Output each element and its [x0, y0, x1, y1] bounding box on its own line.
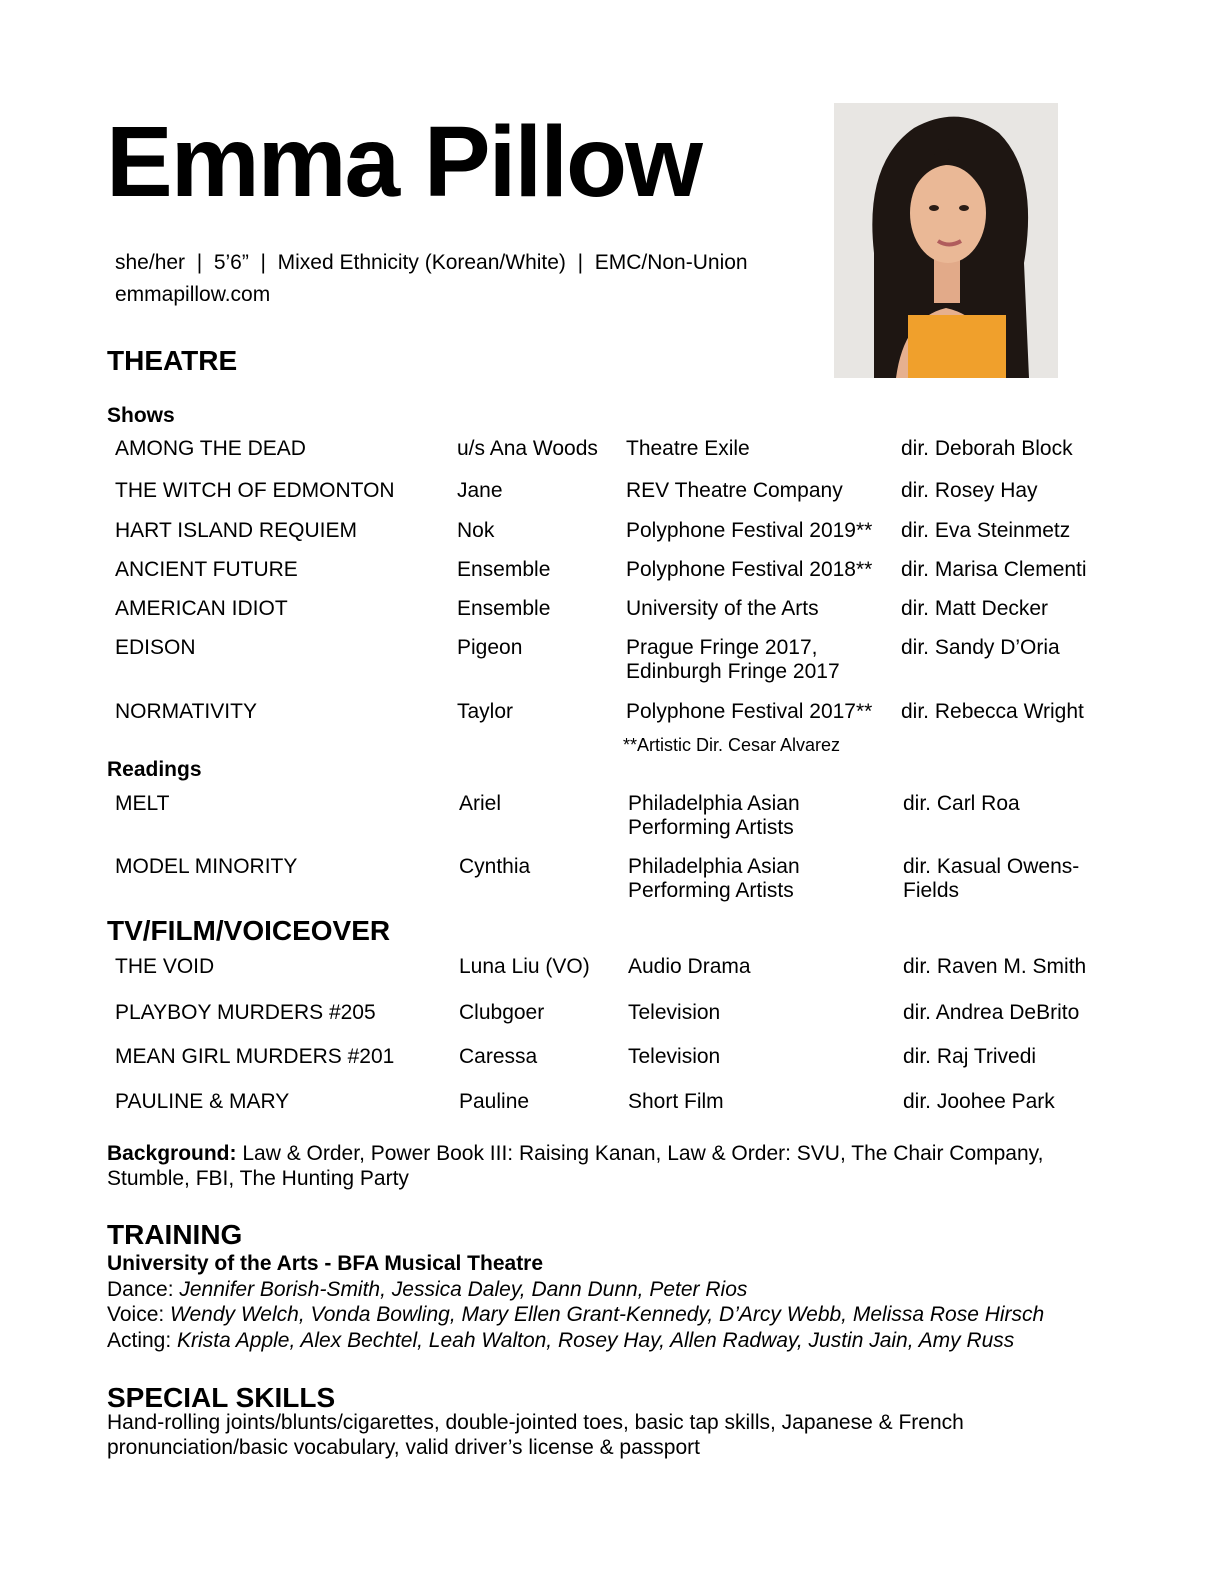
credit-venue: Theatre Exile [626, 437, 750, 460]
credit-role: Cynthia [459, 855, 531, 878]
credit-venue: University of the Arts [626, 597, 819, 620]
skills-text: Hand-rolling joints/blunts/cigarettes, double-jointed toes, basic tap skills, Japanese & French pronunciation/basic vocabulary, valid driver’s license & passport [107, 1411, 964, 1459]
training-details [107, 1251, 1107, 1353]
credit-director: dir. Matt Decker [901, 597, 1049, 620]
credit-venue: Polyphone Festival 2018** [626, 558, 873, 581]
credit-venue: Television [628, 1001, 721, 1024]
theatre-heading: THEATRE [107, 345, 238, 376]
credit-venue: Philadelphia Asian Performing Artists [628, 792, 800, 839]
credit-title: HART ISLAND REQUIEM [115, 519, 357, 542]
credit-title: AMONG THE DEAD [115, 437, 306, 460]
credit-title: PAULINE & MARY [115, 1090, 290, 1113]
credit-title: AMERICAN IDIOT [115, 597, 288, 620]
credit-director: dir. Eva Steinmetz [901, 519, 1071, 542]
credit-title: MEAN GIRL MURDERS #201 [115, 1045, 395, 1068]
credit-role: Pigeon [457, 636, 523, 659]
credit-director: dir. Raj Trivedi [903, 1045, 1037, 1068]
training-voice: Voice: Wendy Welch, Vonda Bowling, Mary Ellen Grant-Kennedy, D’Arcy Webb, Melissa Rose Hirsch [107, 1303, 1045, 1326]
credit-role: Taylor [457, 700, 514, 723]
credit-venue: Prague Fringe 2017, Edinburgh Fringe 2017 [626, 636, 840, 683]
skills-heading: SPECIAL SKILLS [107, 1382, 336, 1413]
credit-role: Clubgoer [459, 1001, 545, 1024]
training-heading: TRAINING [107, 1219, 243, 1250]
footnote: **Artistic Dir. Cesar Alvarez [623, 735, 841, 755]
training-dance: Dance: Jennifer Borish-Smith, Jessica Daley, Dann Dunn, Peter Rios [107, 1277, 748, 1301]
credit-role: Ariel [459, 792, 502, 815]
credit-title: NORMATIVITY [115, 700, 257, 723]
background-text: Law & Order, Power Book III: Raising Kanan, Law & Order: SVU, The Chair Company, Stumble, FBI, The Hunting Party [107, 1142, 1044, 1190]
credit-role: u/s Ana Woods [457, 437, 598, 460]
actor-details [115, 247, 748, 311]
credit-title: EDISON [115, 636, 196, 659]
credit-venue: Short Film [628, 1090, 724, 1113]
credit-venue: Audio Drama [628, 955, 751, 978]
credit-director: dir. Marisa Clementi [901, 558, 1087, 581]
credit-director: dir. Sandy D’Oria [901, 636, 1060, 659]
credit-title: MODEL MINORITY [115, 855, 298, 878]
shows-label: Shows [107, 404, 175, 427]
credit-role: Jane [457, 479, 503, 502]
credit-venue: REV Theatre Company [626, 479, 843, 502]
website-link[interactable]: emmapillow.com [115, 283, 271, 306]
credit-title: PLAYBOY MURDERS #205 [115, 1001, 376, 1024]
credit-director: dir. Raven M. Smith [903, 955, 1087, 978]
credit-venue: Philadelphia Asian Performing Artists [628, 855, 800, 902]
readings-label: Readings [107, 758, 202, 781]
credit-venue: Polyphone Festival 2017** [626, 700, 873, 723]
tvfilm-heading: TV/FILM/VOICEOVER [107, 915, 391, 946]
credit-role: Ensemble [457, 558, 551, 581]
details-line: she/her | 5’6” | Mixed Ethnicity (Korean/White) | EMC/Non-Union [115, 251, 748, 274]
credit-role: Nok [457, 519, 495, 542]
headshot-image [834, 103, 1058, 378]
credit-title: MELT [115, 792, 170, 815]
credit-title: THE VOID [115, 955, 215, 978]
credit-role: Luna Liu (VO) [459, 955, 590, 978]
credit-director: dir. Rebecca Wright [901, 700, 1084, 723]
credit-role: Caressa [459, 1045, 538, 1068]
credit-role: Ensemble [457, 597, 551, 620]
training-school: University of the Arts - BFA Musical Theatre [107, 1252, 544, 1275]
credit-director: dir. Rosey Hay [901, 479, 1038, 502]
credit-director: dir. Andrea DeBrito [903, 1001, 1080, 1024]
background-label: Background: [107, 1142, 237, 1165]
background-credits [107, 1142, 1107, 1191]
credit-venue: Polyphone Festival 2019** [626, 519, 873, 542]
credit-director: dir. Carl Roa [903, 792, 1020, 815]
credit-director: dir. Deborah Block [901, 437, 1073, 460]
credit-venue: Television [628, 1045, 721, 1068]
actor-name: Emma Pillow [106, 106, 701, 218]
credit-title: ANCIENT FUTURE [115, 558, 298, 581]
headshot-photo [834, 103, 1058, 378]
credit-director: dir. Kasual Owens- Fields [903, 855, 1080, 902]
credit-role: Pauline [459, 1090, 530, 1113]
training-acting: Acting: Krista Apple, Alex Bechtel, Leah Walton, Rosey Hay, Allen Radway, Justin Jain, Amy Russ [107, 1328, 1015, 1352]
credit-title: THE WITCH OF EDMONTON [115, 479, 395, 502]
credit-director: dir. Joohee Park [903, 1090, 1055, 1113]
